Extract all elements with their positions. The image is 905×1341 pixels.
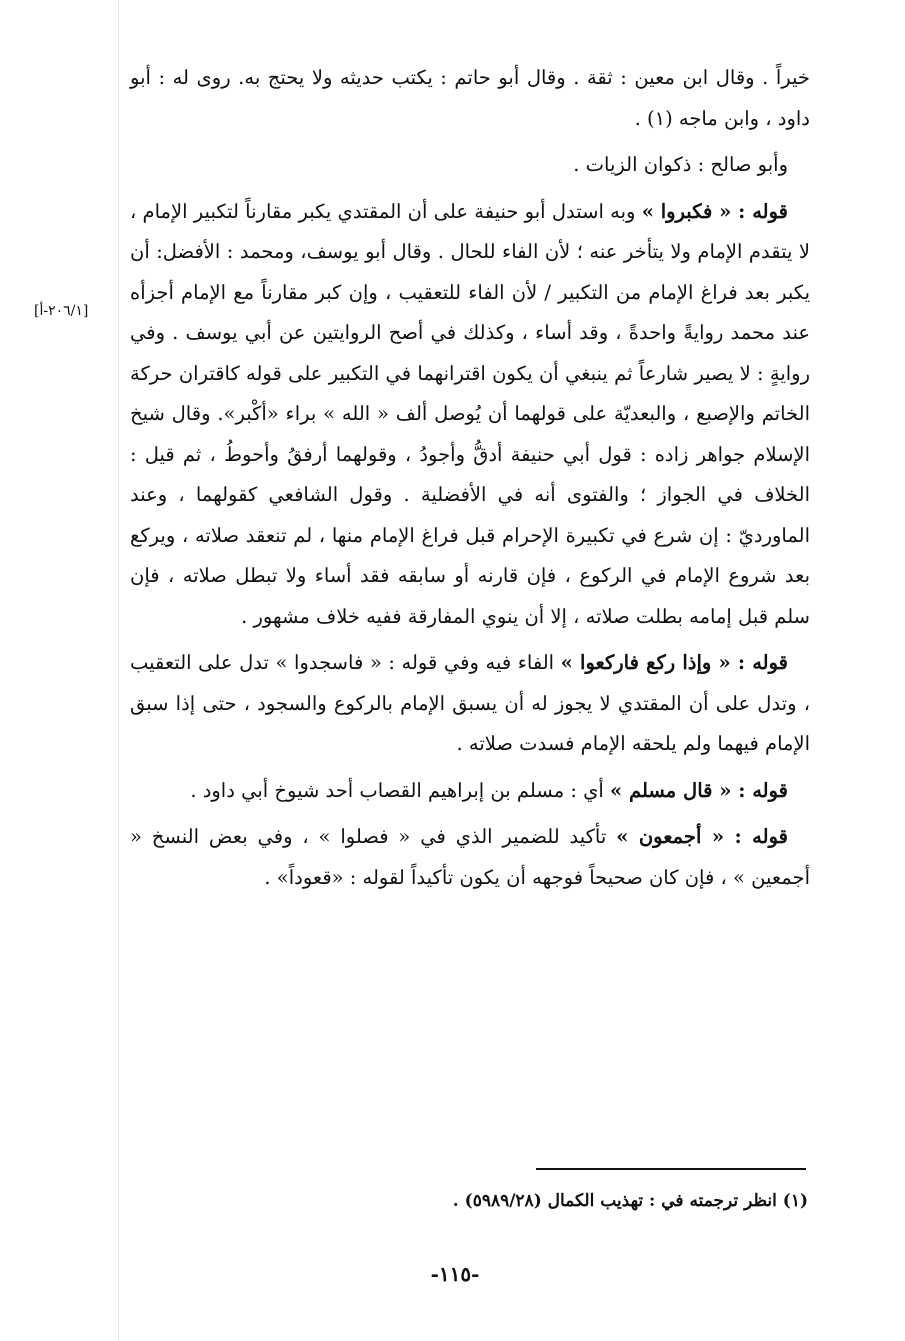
paragraph-1: خيراً . وقال ابن معين : ثقة . وقال أبو حاتم : يكتب حديثه ولا يحتج به. روى له : أبو داود ، وابن ماجه (١) . xyxy=(130,66,810,130)
main-text xyxy=(130,58,810,904)
page-number: -١١٥- xyxy=(430,1262,480,1286)
footnote: (١) انظر ترجمته في : تهذيب الكمال (٥٩٨٩/٢٨) . xyxy=(452,1191,808,1211)
paragraph-6: قوله : « أجمعون » تأكيد للضمير الذي في « فصلوا » ، وفي بعض النسخ « أجمعين » ، فإن كان صحيحاً فوجهه أن يكون تأكيداً لقوله : «قعوداً» . xyxy=(130,825,810,889)
keyword-irka: قوله : « وإذا ركع فاركعوا » xyxy=(560,651,788,674)
manuscript-folio-note: [٢٠٦/١-أ] xyxy=(34,303,89,319)
keyword-fakabbiru: قوله : « فكبروا » xyxy=(641,199,788,223)
paragraph-5: قوله : « قال مسلم » أي : مسلم بن إبراهيم القصاب أحد شيوخ أبي داود . xyxy=(190,778,788,802)
paragraph-2: وأبو صالح : ذكوان الزيات . xyxy=(573,153,788,176)
scan-edge-line xyxy=(118,0,119,1341)
footnote-separator xyxy=(536,1168,806,1170)
paragraph-3: قوله : « فكبروا » وبه استدل أبو حنيفة على أن المقتدي يكبر مقارناً لتكبير الإمام ، لا يتقدم الإمام ولا يتأخر عنه ؛ لأن الفاء للحال . وقال أبو يوسف، ومحمد : الأفضل: أن يكبر بعد فراغ الإمام من التكبير / لأن الفاء للتعقيب ، وإن كبر مقارناً مع الإمام أجزأه عند محمد روايةً واحدةً ، وقد أساء ، وكذلك في أصح الروايتين عن أبي يوسف . وفي روايةٍ : لا يصير شارعاً ثم ينبغي أن يكون اقترانهما في التكبير على قوله كاقتران حركة الخاتم والإصبع ، والبعديّة على قولهما أن يُوصل ألف « الله » براء «أكْبر». وقال شيخ الإسلام جواهر زاده : قول أبي حنيفة أدقُّ وأجودُ ، وقولهما أرفقُ وأحوطُ ، ثم قيل : الخلاف في الجواز ؛ والفتوى أنه في الأفضلية . وقول الشافعي كقولهما ، وعند الماورديّ : إن شرع في تكبيرة الإحرام قبل فراغ الإمام منها ، لم تنعقد صلاته ، ويركع بعد شروع الإمام في الركوع ، فإن قارنه أو سابقه فقد أساء ولا تبطل صلاته ، فإن سلم قبل إمامه بطلت صلاته ، إلا أن ينوي المفارقة ففيه خلاف مشهور . xyxy=(130,199,810,628)
paragraph-4: قوله : « وإذا ركع فاركعوا » الفاء فيه وفي قوله : « فاسجدوا » تدل على التعقيب ، وتدل على أن المقتدي لا يجوز له أن يسبق الإمام بالركوع والسجود ، حتى إذا سبق الإمام فيهما ولم يلحقه الإمام فسدت صلاته . xyxy=(130,651,810,755)
keyword-ajmaun: قوله : « أجمعون » xyxy=(616,825,788,848)
keyword-qal-muslim: قوله : « قال مسلم » xyxy=(609,778,788,802)
